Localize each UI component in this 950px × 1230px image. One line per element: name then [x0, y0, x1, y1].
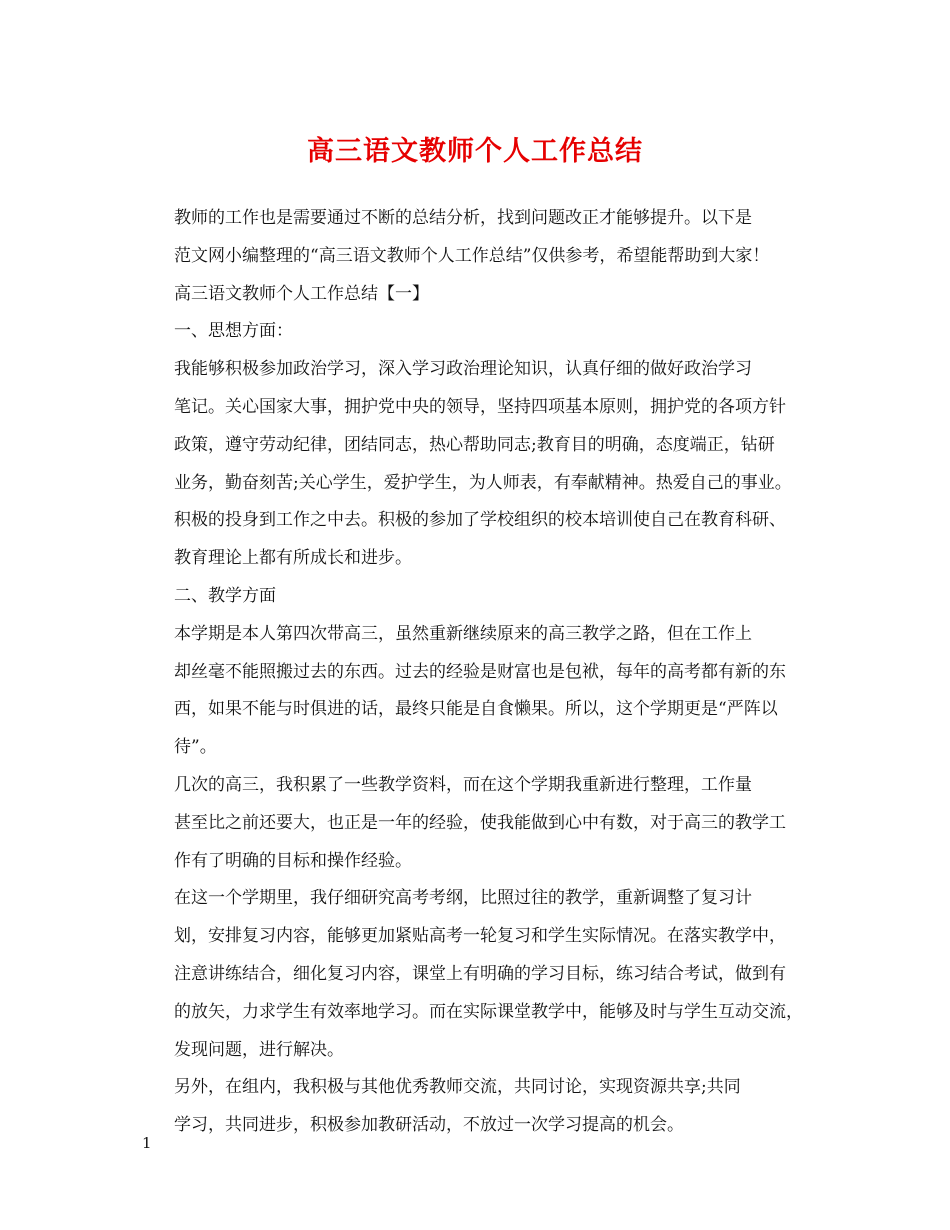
- section-heading-ideology: [140, 313, 812, 351]
- text-line: 我能够积极参加政治学习，深入学习政治理论知识，认真仔细的做好政治学习: [174, 359, 752, 380]
- text-line: 本学期是本人第四次带高三，虽然重新继续原来的高三教学之路，但在工作上: [174, 623, 752, 644]
- text-line: 二、教学方面: [174, 585, 276, 606]
- text-line: 划，安排复习内容，能够更加紧贴高考一轮复习和学生实际情况。在落实教学中，: [174, 926, 786, 947]
- text-line: 学习，共同进步，积极参加教研活动，不放过一次学习提高的机会。: [174, 1115, 684, 1136]
- paragraph-teaching-1: [140, 616, 812, 767]
- text-line: 另外，在组内，我积极与其他优秀教师交流，共同讨论，实现资源共享;共同: [174, 1077, 741, 1098]
- paragraph-teaching-4: [140, 1069, 812, 1145]
- paragraph-teaching-3: [140, 880, 812, 1069]
- section-heading-teaching: [140, 578, 812, 616]
- text-line: 发现问题，进行解决。: [174, 1039, 344, 1060]
- text-line: 在这一个学期里，我仔细研究高考考纲，比照过往的教学，重新调整了复习计: [174, 888, 752, 909]
- text-line: 注意讲练结合，细化复习内容，课堂上有明确的学习目标，练习结合考试，做到有: [174, 963, 786, 984]
- paragraph-intro: [140, 200, 812, 276]
- text-line: 西，如果不能与时俱进的话，最终只能是自食懒果。所以，这个学期更是“严阵以: [174, 699, 778, 720]
- text-line: 教师的工作也是需要通过不断的总结分析，找到问题改正才能够提升。以下是: [174, 208, 752, 228]
- text-line: 积极的投身到工作之中去。积极的参加了学校组织的校本培训使自己在教育科研、: [174, 510, 786, 531]
- text-line: 范文网小编整理的“高三语文教师个人工作总结”仅供参考，希望能帮助到大家！: [174, 245, 770, 266]
- text-line: 却丝毫不能照搬过去的东西。过去的经验是财富也是包袱，每年的高考都有新的东: [174, 661, 786, 682]
- text-line: 的放矢，力求学生有效率地学习。而在实际课堂教学中，能够及时与学生互动交流，: [174, 1001, 803, 1022]
- text-line: 政策，遵守劳动纪律，团结同志，热心帮助同志;教育目的明确，态度端正，钻研: [174, 434, 775, 455]
- text-line: 作有了明确的目标和操作经验。: [174, 850, 412, 871]
- text-line: 业务，勤奋刻苦;关心学生，爱护学生，为人师表，有奉献精神。热爱自己的事业。: [174, 472, 792, 493]
- paragraph-ideology: [140, 351, 812, 578]
- text-line: 待”。: [174, 737, 217, 758]
- text-line: 一、思想方面：: [174, 321, 293, 342]
- document-body: [140, 200, 812, 1145]
- document-title: 高三语文教师个人工作总结: [307, 136, 643, 167]
- page-number: 1: [142, 1134, 152, 1152]
- paragraph-teaching-2: [140, 767, 812, 880]
- text-line: 笔记。关心国家大事，拥护党中央的领导，坚持四项基本原则，拥护党的各项方针: [174, 396, 786, 417]
- text-line: 甚至比之前还要大，也正是一年的经验，使我能做到心中有数，对于高三的教学工: [174, 812, 786, 833]
- section-heading-part-one: [140, 276, 812, 314]
- text-line: 教育理论上都有所成长和进步。: [174, 548, 412, 569]
- text-line: 几次的高三，我积累了一些教学资料，而在这个学期我重新进行整理，工作量: [174, 774, 752, 795]
- text-line: 高三语文教师个人工作总结【一】: [174, 283, 429, 304]
